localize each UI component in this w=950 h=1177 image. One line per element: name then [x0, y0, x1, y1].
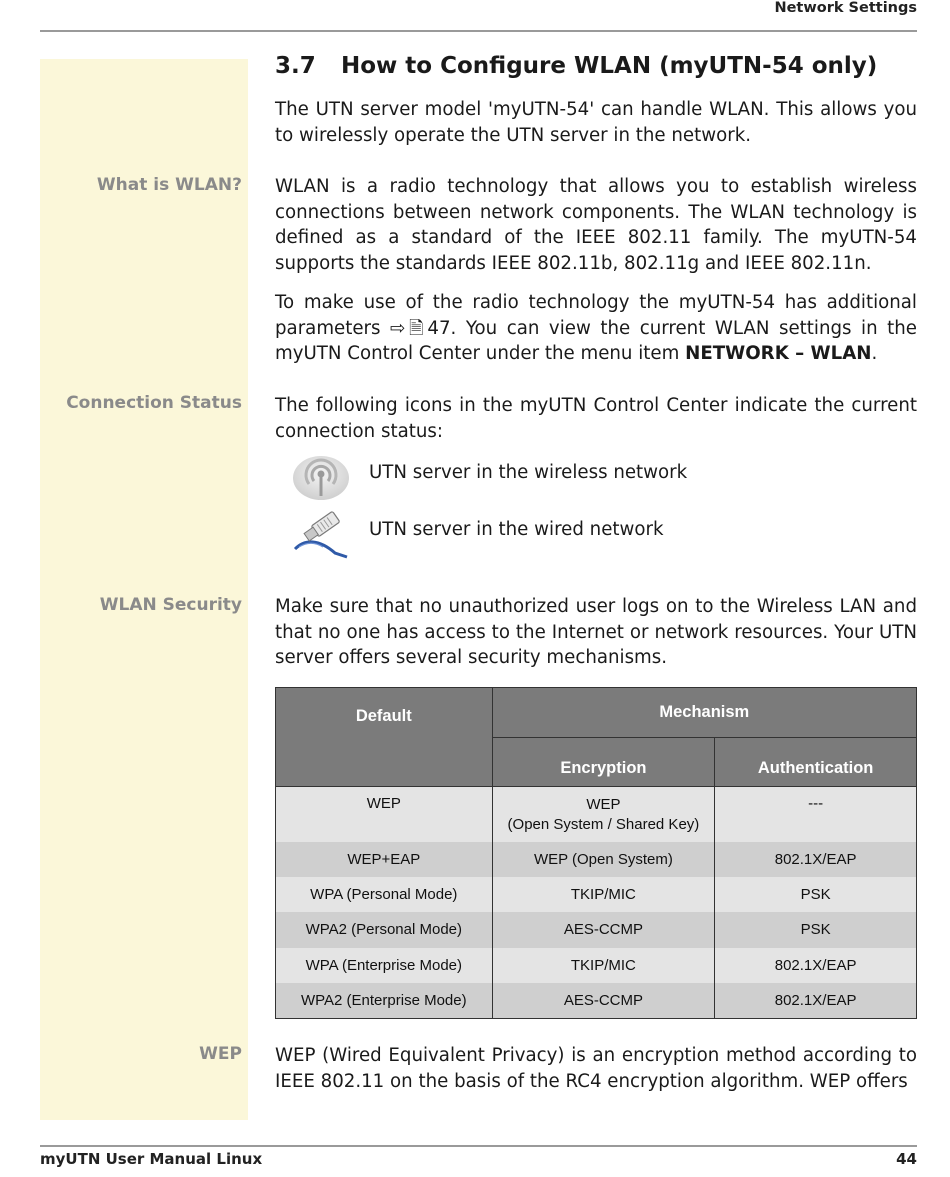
parameters-text-end: .: [871, 343, 878, 364]
cell-encryption: WEP (Open System): [492, 842, 715, 877]
cell-encryption: TKIP/MIC: [492, 948, 715, 983]
parameters-text-cont: . You can view the current WLAN settings in the myUTN Control Center under the menu item: [275, 317, 917, 364]
table-row: [276, 787, 917, 842]
cell-default: WPA2 (Personal Mode): [276, 912, 493, 948]
header-encryption: Encryption: [492, 738, 715, 787]
header-rule: [40, 30, 917, 32]
cell-encryption-main: WEP: [586, 796, 621, 813]
cell-authentication: 802.1X/EAP: [715, 842, 917, 877]
cell-authentication: 802.1X/EAP: [715, 948, 917, 983]
page-reference-link[interactable]: ⇨🗎47: [390, 317, 451, 339]
margin-label-wep: WEP: [199, 1044, 242, 1064]
margin-label-connection-status: Connection Status: [66, 393, 242, 413]
wlan-security-paragraph: Make sure that no unauthorized user logs on to the Wireless LAN and that no one has access to the Internet or network resources. Your UTN server offers several security mechanisms.: [275, 596, 917, 668]
table-row: [276, 983, 917, 1019]
icon-row-wired: [275, 509, 917, 561]
what-is-wlan-paragraph: WLAN is a radio technology that allows you to establish wireless connections between network components. The WLAN technology is defined as a standard of the IEEE 802.11 family. The myUTN-54 supports the standards IEEE 802.11b, 802.11g and IEEE 802.11n.: [275, 176, 917, 274]
icon-row-wireless: [275, 452, 917, 504]
menu-item-reference: NETWORK – WLAN: [685, 343, 872, 364]
connection-status-paragraph: The following icons in the myUTN Control Center indicate the current connection status:: [275, 395, 917, 442]
table-row: [276, 912, 917, 948]
margin-label-wlan-security: WLAN Security: [99, 595, 242, 615]
table-row: [276, 877, 917, 912]
table-row: [276, 948, 917, 983]
cell-encryption-sub: (Open System / Shared Key): [507, 816, 700, 833]
cell-authentication: ---: [715, 787, 917, 842]
footer-manual-title: myUTN User Manual Linux: [40, 1150, 263, 1168]
cell-authentication: 802.1X/EAP: [715, 983, 917, 1019]
cell-authentication: PSK: [715, 877, 917, 912]
footer-rule: [40, 1145, 917, 1147]
security-mechanisms-table: [275, 687, 917, 1019]
cell-default: WEP+EAP: [276, 842, 493, 877]
section-number: 3.7: [275, 53, 316, 79]
cell-default: WPA (Enterprise Mode): [276, 948, 493, 983]
cell-encryption: AES-CCMP: [492, 983, 715, 1019]
cell-authentication: PSK: [715, 912, 917, 948]
margin-label-what-is-wlan: What is WLAN?: [96, 175, 242, 195]
parameters-text: To make use of the radio technology the myUTN-54 has additional parameters: [275, 292, 917, 339]
margin-column: [40, 59, 248, 1120]
header-authentication: Authentication: [715, 738, 917, 787]
cell-encryption: [492, 787, 715, 842]
intro-paragraph: The UTN server model 'myUTN-54' can handle WLAN. This allows you to wirelessly operate the UTN server in the network.: [275, 99, 917, 146]
wired-icon-label: UTN server in the wired network: [369, 519, 664, 540]
running-header: Network Settings: [774, 0, 917, 16]
cell-encryption: TKIP/MIC: [492, 877, 715, 912]
section-heading: [275, 53, 877, 79]
network-cable-icon: [289, 509, 353, 559]
wep-paragraph: WEP (Wired Equivalent Privacy) is an encryption method according to IEEE 802.11 on the basis of the RC4 encryption algorithm. WEP offers: [275, 1045, 917, 1092]
cell-default: WPA2 (Enterprise Mode): [276, 983, 493, 1019]
cell-default: WPA (Personal Mode): [276, 877, 493, 912]
page-number: 44: [896, 1150, 917, 1168]
table-row: [276, 842, 917, 877]
table-header-row: [276, 688, 917, 738]
section-title: How to Configure WLAN (myUTN-54 only): [341, 53, 878, 79]
header-default: Default: [276, 688, 493, 787]
cell-default: WEP: [276, 787, 493, 842]
wireless-icon-label: UTN server in the wireless network: [369, 462, 688, 483]
parameters-paragraph: [275, 290, 917, 367]
header-mechanism: Mechanism: [492, 688, 916, 738]
wireless-signal-icon: [289, 452, 353, 502]
cell-encryption: AES-CCMP: [492, 912, 715, 948]
